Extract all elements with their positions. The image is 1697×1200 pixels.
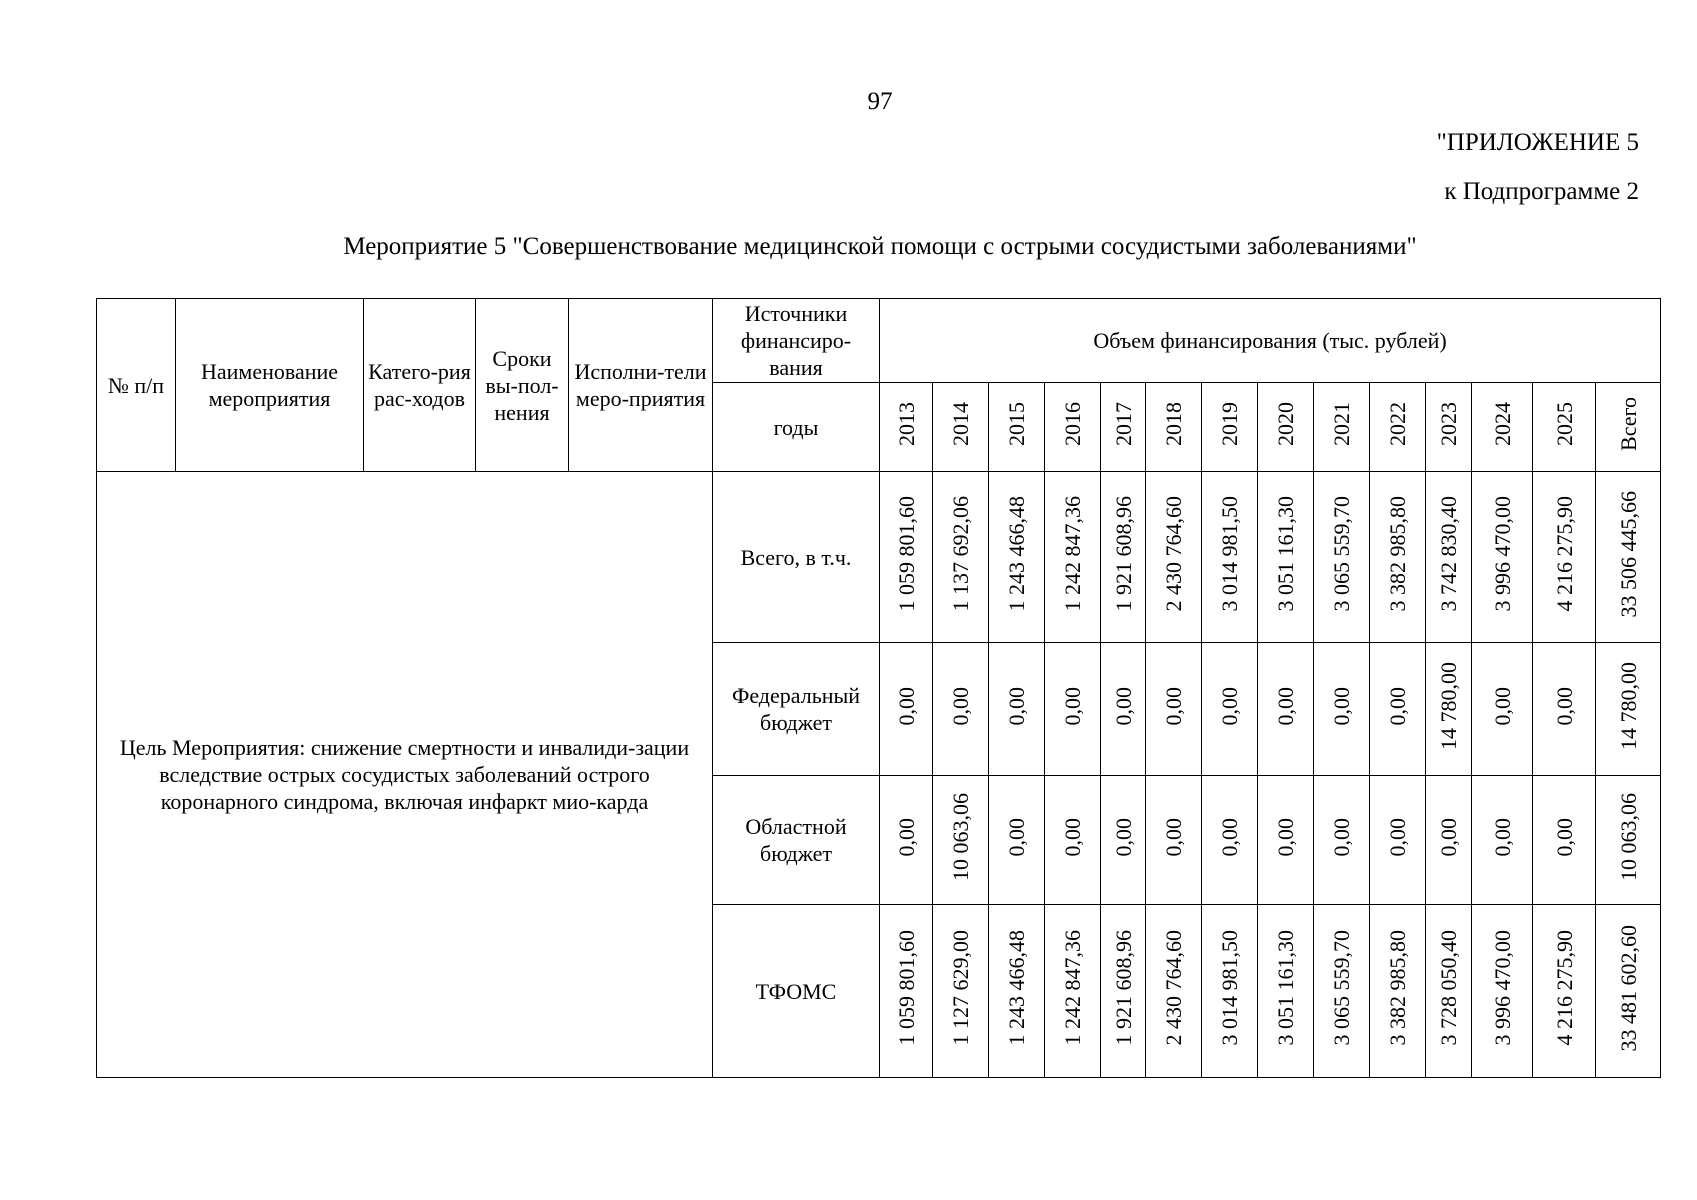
value-cell: 0,00 [1101,776,1146,905]
value-cell-total: 10 063,06 [1596,776,1661,905]
value-cell: 0,00 [1370,643,1426,776]
value-cell: 0,00 [880,643,933,776]
page-number: 97 [867,88,893,115]
value-cell: 3 742 830,40 [1426,472,1472,643]
value-cell: 2 430 764,60 [1146,905,1202,1078]
value-cell: 0,00 [880,776,933,905]
value-cell: 3 382 985,80 [1370,905,1426,1078]
year-header: 2025 [1533,383,1596,472]
header-years-label: годы [713,383,880,472]
value-cell: 3 996 470,00 [1472,905,1533,1078]
value-cell: 0,00 [1533,643,1596,776]
value-cell: 0,00 [1426,776,1472,905]
appendix-line-2: к Подпрограмме 2 [1444,178,1639,205]
year-header: 2022 [1370,383,1426,472]
value-cell: 3 014 981,50 [1202,905,1258,1078]
source-cell: ТФОМС [713,905,880,1078]
header-num: № п/п [97,299,176,472]
value-cell: 3 051 161,30 [1258,472,1314,643]
value-cell: 0,00 [989,776,1045,905]
value-cell: 1 921 608,96 [1101,472,1146,643]
appendix-heading [1437,118,1639,216]
source-cell: Федеральный бюджет [713,643,880,776]
header-executors: Исполни-тели меро-приятия [569,299,713,472]
value-cell-total: 14 780,00 [1596,643,1661,776]
year-header: 2023 [1426,383,1472,472]
header-name: Наименование мероприятия [176,299,364,472]
goal-cell: Цель Мероприятия: снижение смертности и инвалиди-зации вследствие острых сосудистых заболеваний острого коронарного синдрома, включая инфаркт мио-карда [97,472,713,1078]
value-cell: 4 216 275,90 [1533,905,1596,1078]
value-cell: 0,00 [1101,643,1146,776]
value-cell: 0,00 [1045,776,1101,905]
header-row-1 [97,299,1661,383]
value-cell: 1 059 801,60 [880,472,933,643]
year-header: 2013 [880,383,933,472]
table-row [97,472,1661,643]
value-cell: 0,00 [1146,776,1202,905]
value-cell: 3 065 559,70 [1314,472,1370,643]
value-cell-total: 33 481 602,60 [1596,905,1661,1078]
value-cell: 0,00 [1533,776,1596,905]
value-cell: 1 243 466,48 [989,472,1045,643]
year-header: 2017 [1101,383,1146,472]
source-cell: Областной бюджет [713,776,880,905]
value-cell: 1 059 801,60 [880,905,933,1078]
value-cell: 0,00 [1258,776,1314,905]
value-cell: 0,00 [989,643,1045,776]
value-cell: 4 216 275,90 [1533,472,1596,643]
year-header: 2014 [933,383,989,472]
financing-table [96,298,1661,1078]
value-cell: 0,00 [933,643,989,776]
value-cell: 0,00 [1314,776,1370,905]
year-header: 2015 [989,383,1045,472]
document-title: Мероприятие 5 "Совершенствование медицинской помощи с острыми сосудистыми заболеваниями" [343,233,1417,260]
value-cell: 0,00 [1045,643,1101,776]
value-cell: 1 127 629,00 [933,905,989,1078]
value-cell: 0,00 [1146,643,1202,776]
year-header: 2024 [1472,383,1533,472]
value-cell-total: 33 506 445,66 [1596,472,1661,643]
source-cell: Всего, в т.ч. [713,472,880,643]
appendix-line-1: "ПРИЛОЖЕНИЕ 5 [1436,129,1639,156]
value-cell: 3 014 981,50 [1202,472,1258,643]
header-volume: Объем финансирования (тыс. рублей) [880,299,1661,383]
year-header: 2018 [1146,383,1202,472]
value-cell: 1 137 692,06 [933,472,989,643]
value-cell: 0,00 [1472,776,1533,905]
year-header: 2021 [1314,383,1370,472]
value-cell: 1 242 847,36 [1045,472,1101,643]
header-terms: Сроки вы-пол-нения [476,299,569,472]
value-cell: 0,00 [1202,776,1258,905]
value-cell: 0,00 [1202,643,1258,776]
value-cell: 0,00 [1258,643,1314,776]
value-cell: 0,00 [1370,776,1426,905]
value-cell: 3 382 985,80 [1370,472,1426,643]
year-header: 2020 [1258,383,1314,472]
value-cell: 1 242 847,36 [1045,905,1101,1078]
value-cell: 3 051 161,30 [1258,905,1314,1078]
value-cell: 3 996 470,00 [1472,472,1533,643]
value-cell: 1 243 466,48 [989,905,1045,1078]
year-header: 2016 [1045,383,1101,472]
value-cell: 1 921 608,96 [1101,905,1146,1078]
value-cell: 0,00 [1314,643,1370,776]
value-cell: 3 728 050,40 [1426,905,1472,1078]
year-header: 2019 [1202,383,1258,472]
value-cell: 10 063,06 [933,776,989,905]
year-header-total: Всего [1596,383,1661,472]
value-cell: 0,00 [1472,643,1533,776]
value-cell: 2 430 764,60 [1146,472,1202,643]
value-cell: 3 065 559,70 [1314,905,1370,1078]
header-sources: Источники финансиро-вания [713,299,880,383]
value-cell: 14 780,00 [1426,643,1472,776]
header-category: Катего-рия рас-ходов [364,299,476,472]
